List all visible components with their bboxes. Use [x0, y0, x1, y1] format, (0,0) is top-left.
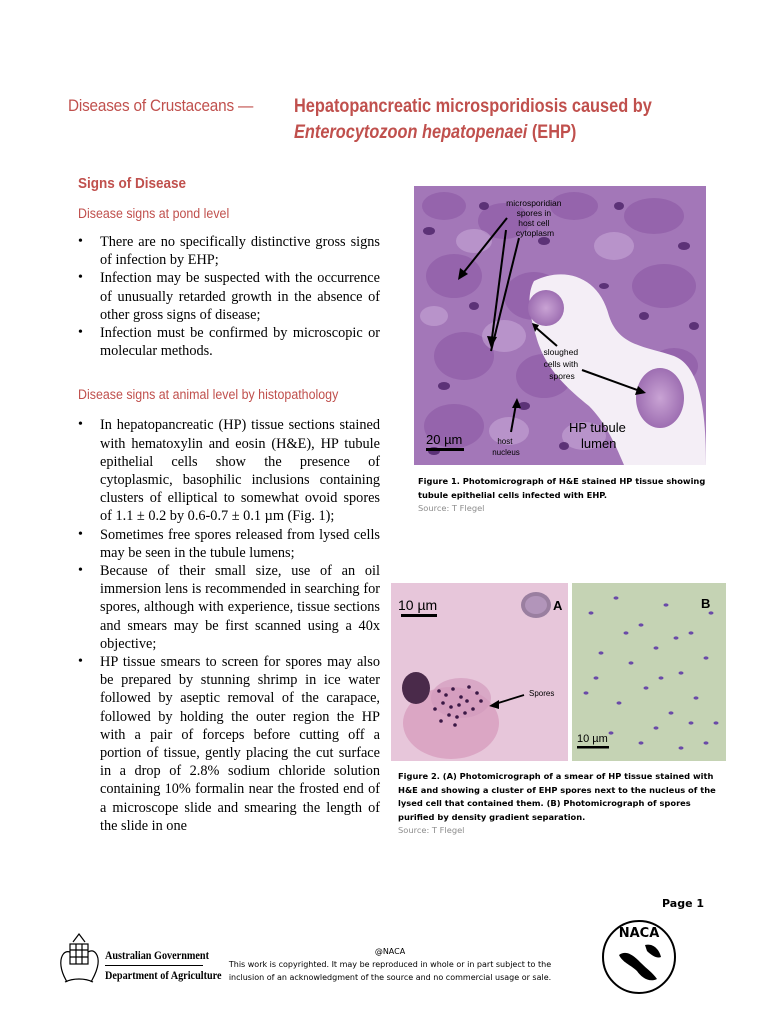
list-item: • HP tissue smears to screen for spores may also be prepared by stunning shrimp in ice water followed by aseptic removal of the carapace, followed by holding the outer region the HP with a pair of forceps before cutting off a portion of tissue, gently placing the cut surface in a drop of 2.8% sodium chloride solution containing 10% formalin near the frosted end of a microscope slide and smearing the length of the slide in one	[78, 653, 380, 835]
figure-1-photomicrograph	[414, 186, 706, 465]
gov-line-2: Department of Agriculture	[105, 968, 222, 982]
panel-a-label: A	[553, 598, 563, 613]
scale-bar	[426, 448, 464, 451]
panel-b-label: B	[701, 596, 711, 611]
label-spores-a: Spores	[529, 689, 555, 698]
australian-government-logo	[55, 930, 225, 986]
page-number: Page 1	[662, 897, 705, 910]
animal-bullet-list	[78, 416, 380, 835]
list-item: • In hepatopancreatic (HP) tissue sections stained with hematoxylin and eosin (H&E), HP tubule epithelial cells show the presence of cytoplasmic, basophilic inclusions containing clusters of elliptical to somewhat ovoid spores of 1.1 ± 0.2 by 0.6-0.7 ± 0.1 µm (Fig. 1);	[78, 416, 380, 525]
page-title	[294, 94, 652, 146]
figure-2-caption	[398, 770, 720, 838]
pond-heading: Disease signs at pond level	[78, 206, 230, 221]
caption-text: Figure 1. Photomicrograph of H&E stained HP tissue showing tubule epithelial cells infected with EHP.	[418, 476, 706, 500]
title-species: Enterocytozoon hepatopenaei	[294, 122, 528, 143]
label-sloughed: sloughed cells with spores	[543, 347, 579, 381]
scale-label: 20 µm	[426, 432, 463, 447]
animal-heading: Disease signs at animal level by histopathology	[78, 387, 339, 403]
naca-logo-text: NACA	[618, 926, 660, 941]
label-nucleus: host nucleus	[492, 437, 520, 457]
list-item: • Infection may be suspected with the occurrence of unusually retarded growth in the absence of other gross signs of disease;	[78, 269, 380, 324]
coat-of-arms-icon	[55, 930, 103, 986]
naca-logo	[597, 915, 685, 997]
list-item: • Infection must be confirmed by microscopic or molecular methods.	[78, 324, 380, 360]
main-text-column	[78, 175, 380, 835]
title-line-2	[294, 120, 652, 146]
figure-1-image	[414, 186, 706, 465]
list-item: • Sometimes free spores released from lysed cells may be seen in the tubule lumens;	[78, 526, 380, 562]
figure-2-photomicrographs	[391, 583, 726, 761]
scale-bar-b	[577, 746, 609, 749]
naca-globe-icon	[597, 915, 685, 997]
figure-2-image	[391, 583, 726, 761]
label-lumen: HP tubule lumen	[569, 420, 626, 451]
caption-source: Source: T Flegel	[398, 825, 465, 835]
series-title: Diseases of Crustaceans —	[68, 96, 254, 115]
scale-bar-a	[401, 614, 437, 617]
list-item: • Because of their small size, use of an oil immersion lens is recommended in searching for spores, although with experience, tissue sections and smears may be first scanned using a 40x objective;	[78, 562, 380, 653]
figure-1-caption	[418, 475, 708, 516]
pond-bullet-list	[78, 233, 380, 360]
section-title: Signs of Disease	[78, 175, 187, 192]
scale-label-a: 10 µm	[398, 597, 438, 613]
caption-source: Source: T Flegel	[418, 503, 485, 513]
copyright-text: This work is copyrighted. It may be reproduced in whole or in part subject to the inclusion of an acknowledgment of the source and no commercial usage or sale.	[228, 960, 552, 982]
caption-text: Figure 2. (A) Photomicrograph of a smear of HP tissue stained with H&E and showing a cluster of EHP spores next to the nucleus of the lysed cell that contained them. (B) Photomicrograph of spores purified by density gradient separation.	[398, 771, 716, 822]
gov-line-1: Australian Government	[105, 948, 209, 962]
title-line-1: Hepatopancreatic microsporidiosis caused by	[294, 96, 652, 117]
title-suffix: (EHP)	[527, 122, 577, 143]
copyright-notice	[220, 945, 560, 984]
list-item: • There are no specifically distinctive gross signs of infection by EHP;	[78, 233, 380, 269]
scale-label-b: 10 µm	[577, 733, 608, 745]
label-spores: microsporidian spores in host cell cytoplasm	[506, 198, 562, 238]
naca-handle: @NACA	[374, 947, 406, 956]
gov-divider	[105, 965, 203, 966]
